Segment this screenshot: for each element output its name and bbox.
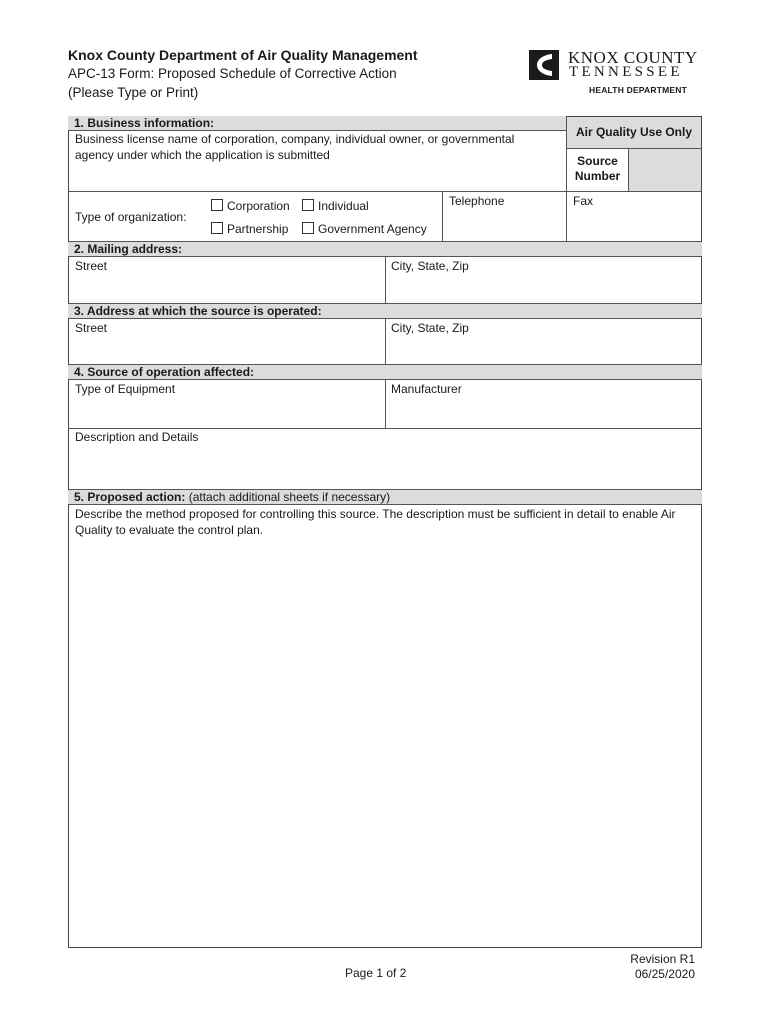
manufacturer-label: Manufacturer xyxy=(391,382,462,396)
individual-label: Individual xyxy=(318,199,369,213)
option-partnership[interactable] xyxy=(211,222,288,236)
description-details-label: Description and Details xyxy=(75,430,199,444)
option-government-agency[interactable] xyxy=(302,222,427,236)
section-source-operation-title: 4. Source of operation affected: xyxy=(74,365,255,379)
equipment-type-field[interactable] xyxy=(69,381,384,427)
logo-text-state: TENNESSEE xyxy=(569,64,683,80)
source-number-label: Source Number xyxy=(567,148,628,191)
option-corporation[interactable] xyxy=(211,199,290,213)
section-mailing-address-title: 2. Mailing address: xyxy=(74,242,183,256)
telephone-field[interactable] xyxy=(443,192,565,240)
section-business-info-header xyxy=(68,116,567,131)
mailing-street-field[interactable] xyxy=(69,258,384,303)
revision-date: 06/25/2020 xyxy=(634,967,695,981)
fax-field[interactable] xyxy=(567,192,701,240)
mailing-city-field[interactable] xyxy=(386,258,701,303)
divider xyxy=(567,148,702,149)
air-quality-use-only-box xyxy=(567,117,701,191)
section-business-info-title: 1. Business information: xyxy=(74,116,215,130)
option-individual[interactable] xyxy=(302,199,369,213)
business-name-label: Business license name of corporation, company, individual owner, or governmental agency under which the application is submitted xyxy=(75,132,515,162)
source-number-field[interactable] xyxy=(628,148,701,191)
section-source-operation-header xyxy=(68,364,702,380)
corporation-label: Corporation xyxy=(227,199,290,213)
source-street-field[interactable] xyxy=(69,320,384,364)
corporation-checkbox[interactable] xyxy=(211,199,223,211)
telephone-label: Telephone xyxy=(449,194,505,208)
revision-label: Revision R1 xyxy=(630,952,695,966)
manufacturer-field[interactable] xyxy=(386,381,701,427)
section-source-address-title: 3. Address at which the source is operated: xyxy=(74,304,322,318)
form-agency-title: Knox County Department of Air Quality Management xyxy=(68,47,418,63)
proposed-action-instructions: Describe the method proposed for controlling this source. The description must be sufficient in detail to enable Air Quality to evaluate the control plan. xyxy=(75,507,676,537)
org-type-label: Type of organization: xyxy=(75,210,187,224)
source-city-field[interactable] xyxy=(386,320,701,364)
section-source-address-header xyxy=(68,303,702,319)
section-proposed-action-header xyxy=(68,489,702,505)
mailing-street-label: Street xyxy=(75,259,108,273)
fax-label: Fax xyxy=(573,194,594,208)
knox-county-logo-mark-icon xyxy=(528,49,560,83)
logo-text-department: HEALTH DEPARTMENT xyxy=(589,85,687,95)
page-number: Page 1 of 2 xyxy=(345,966,407,980)
divider xyxy=(628,148,629,191)
section-proposed-action-note: (attach additional sheets if necessary) xyxy=(188,490,391,504)
source-city-label: City, State, Zip xyxy=(391,321,469,335)
form-subtitle: APC-13 Form: Proposed Schedule of Corrective Action xyxy=(68,66,397,81)
individual-checkbox[interactable] xyxy=(302,199,314,211)
form-instruction: (Please Type or Print) xyxy=(68,85,199,100)
source-street-label: Street xyxy=(75,321,108,335)
partnership-label: Partnership xyxy=(227,222,289,236)
air-quality-use-only-title: Air Quality Use Only xyxy=(567,117,701,148)
proposed-action-field[interactable] xyxy=(69,540,701,946)
partnership-checkbox[interactable] xyxy=(211,222,223,234)
logo-text-county: KNOX COUNTY xyxy=(568,48,698,67)
business-name-field[interactable] xyxy=(69,131,566,190)
section-proposed-action-title: 5. Proposed action: xyxy=(74,490,186,504)
description-details-field[interactable] xyxy=(69,429,701,488)
mailing-city-label: City, State, Zip xyxy=(391,259,469,273)
government-agency-checkbox[interactable] xyxy=(302,222,314,234)
section-mailing-address-header xyxy=(68,241,702,257)
equipment-type-label: Type of Equipment xyxy=(75,382,176,396)
government-agency-label: Government Agency xyxy=(318,222,427,236)
